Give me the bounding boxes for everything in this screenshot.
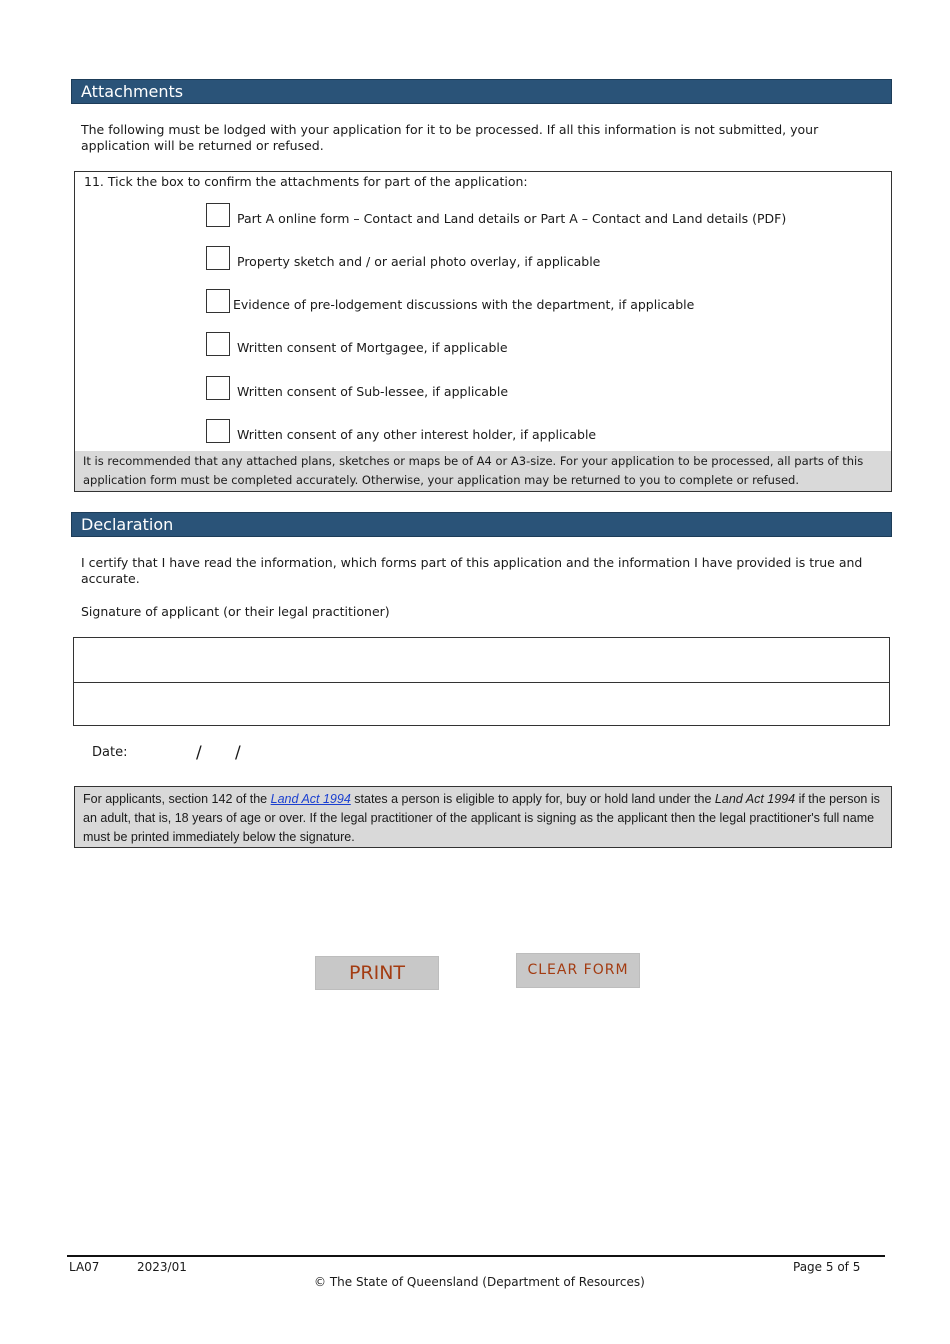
date-separator: / <box>196 743 202 763</box>
land-act-link[interactable]: Land Act 1994 <box>270 792 351 806</box>
printed-name-field[interactable] <box>73 682 890 726</box>
pre-lodgement-checkbox[interactable] <box>206 289 230 313</box>
date-label: Date: <box>92 745 128 760</box>
declaration-certify-text: I certify that I have read the information, which forms part of this application and the information I have provided is true and accurate. <box>81 555 863 586</box>
signature-label: Signature of applicant (or their legal practitioner) <box>81 604 390 619</box>
clear-form-button[interactable]: CLEAR FORM <box>516 953 640 988</box>
form-code: LA07 <box>69 1260 100 1274</box>
other-holder-consent-checkbox[interactable] <box>206 419 230 443</box>
eligibility-info-box <box>74 786 892 848</box>
footer-divider <box>67 1255 885 1257</box>
attachments-header: Attachments <box>71 79 892 104</box>
act-name: Land Act 1994 <box>714 792 796 806</box>
attachment-label: Written consent of Mortgagee, if applicable <box>237 340 508 355</box>
attachment-label: Written consent of Sub-lessee, if applicable <box>237 384 509 399</box>
part-a-checkbox[interactable] <box>206 203 230 227</box>
mortgagee-consent-checkbox[interactable] <box>206 332 230 356</box>
attachments-checklist <box>74 171 892 492</box>
declaration-header: Declaration <box>71 512 892 537</box>
attachment-label: Part A online form – Contact and Land details or Part A – Contact and Land details (PDF) <box>237 211 787 226</box>
attachment-label: Property sketch and / or aerial photo overlay, if applicable <box>237 254 601 269</box>
sub-lessee-consent-checkbox[interactable] <box>206 376 230 400</box>
print-button[interactable]: PRINT <box>315 956 439 990</box>
signature-field[interactable] <box>73 637 890 683</box>
info-text: For applicants, section 142 of the <box>83 792 271 806</box>
attachments-intro: The following must be lodged with your application for it to be processed. If all this information is not submitted, your application will be returned or refused. <box>81 122 819 153</box>
copyright-notice: © The State of Queensland (Department of Resources) <box>314 1275 645 1289</box>
page-number: Page 5 of 5 <box>793 1260 861 1274</box>
form-version: 2023/01 <box>137 1260 187 1274</box>
question-11-label: 11. Tick the box to confirm the attachments for part of the application: <box>84 174 528 189</box>
attachment-label: Evidence of pre-lodgement discussions with the department, if applicable <box>233 297 695 312</box>
info-text: if the person is an adult, that is, 18 years of age or over. If the legal practitioner of the applicant is signing as the applicant then the legal practitioner's full name must be printed immediately below the signature. <box>83 792 880 844</box>
property-sketch-checkbox[interactable] <box>206 246 230 270</box>
date-separator: / <box>235 743 241 763</box>
info-text: states a person is eligible to apply for, buy or hold land under the <box>350 792 715 806</box>
attachments-note: It is recommended that any attached plans, sketches or maps be of A4 or A3-size. For your application to be processed, all parts of this application form must be completed accurately. Otherwise, your application may be returned to you to complete or refused. <box>75 451 891 491</box>
attachment-label: Written consent of any other interest holder, if applicable <box>237 427 597 442</box>
